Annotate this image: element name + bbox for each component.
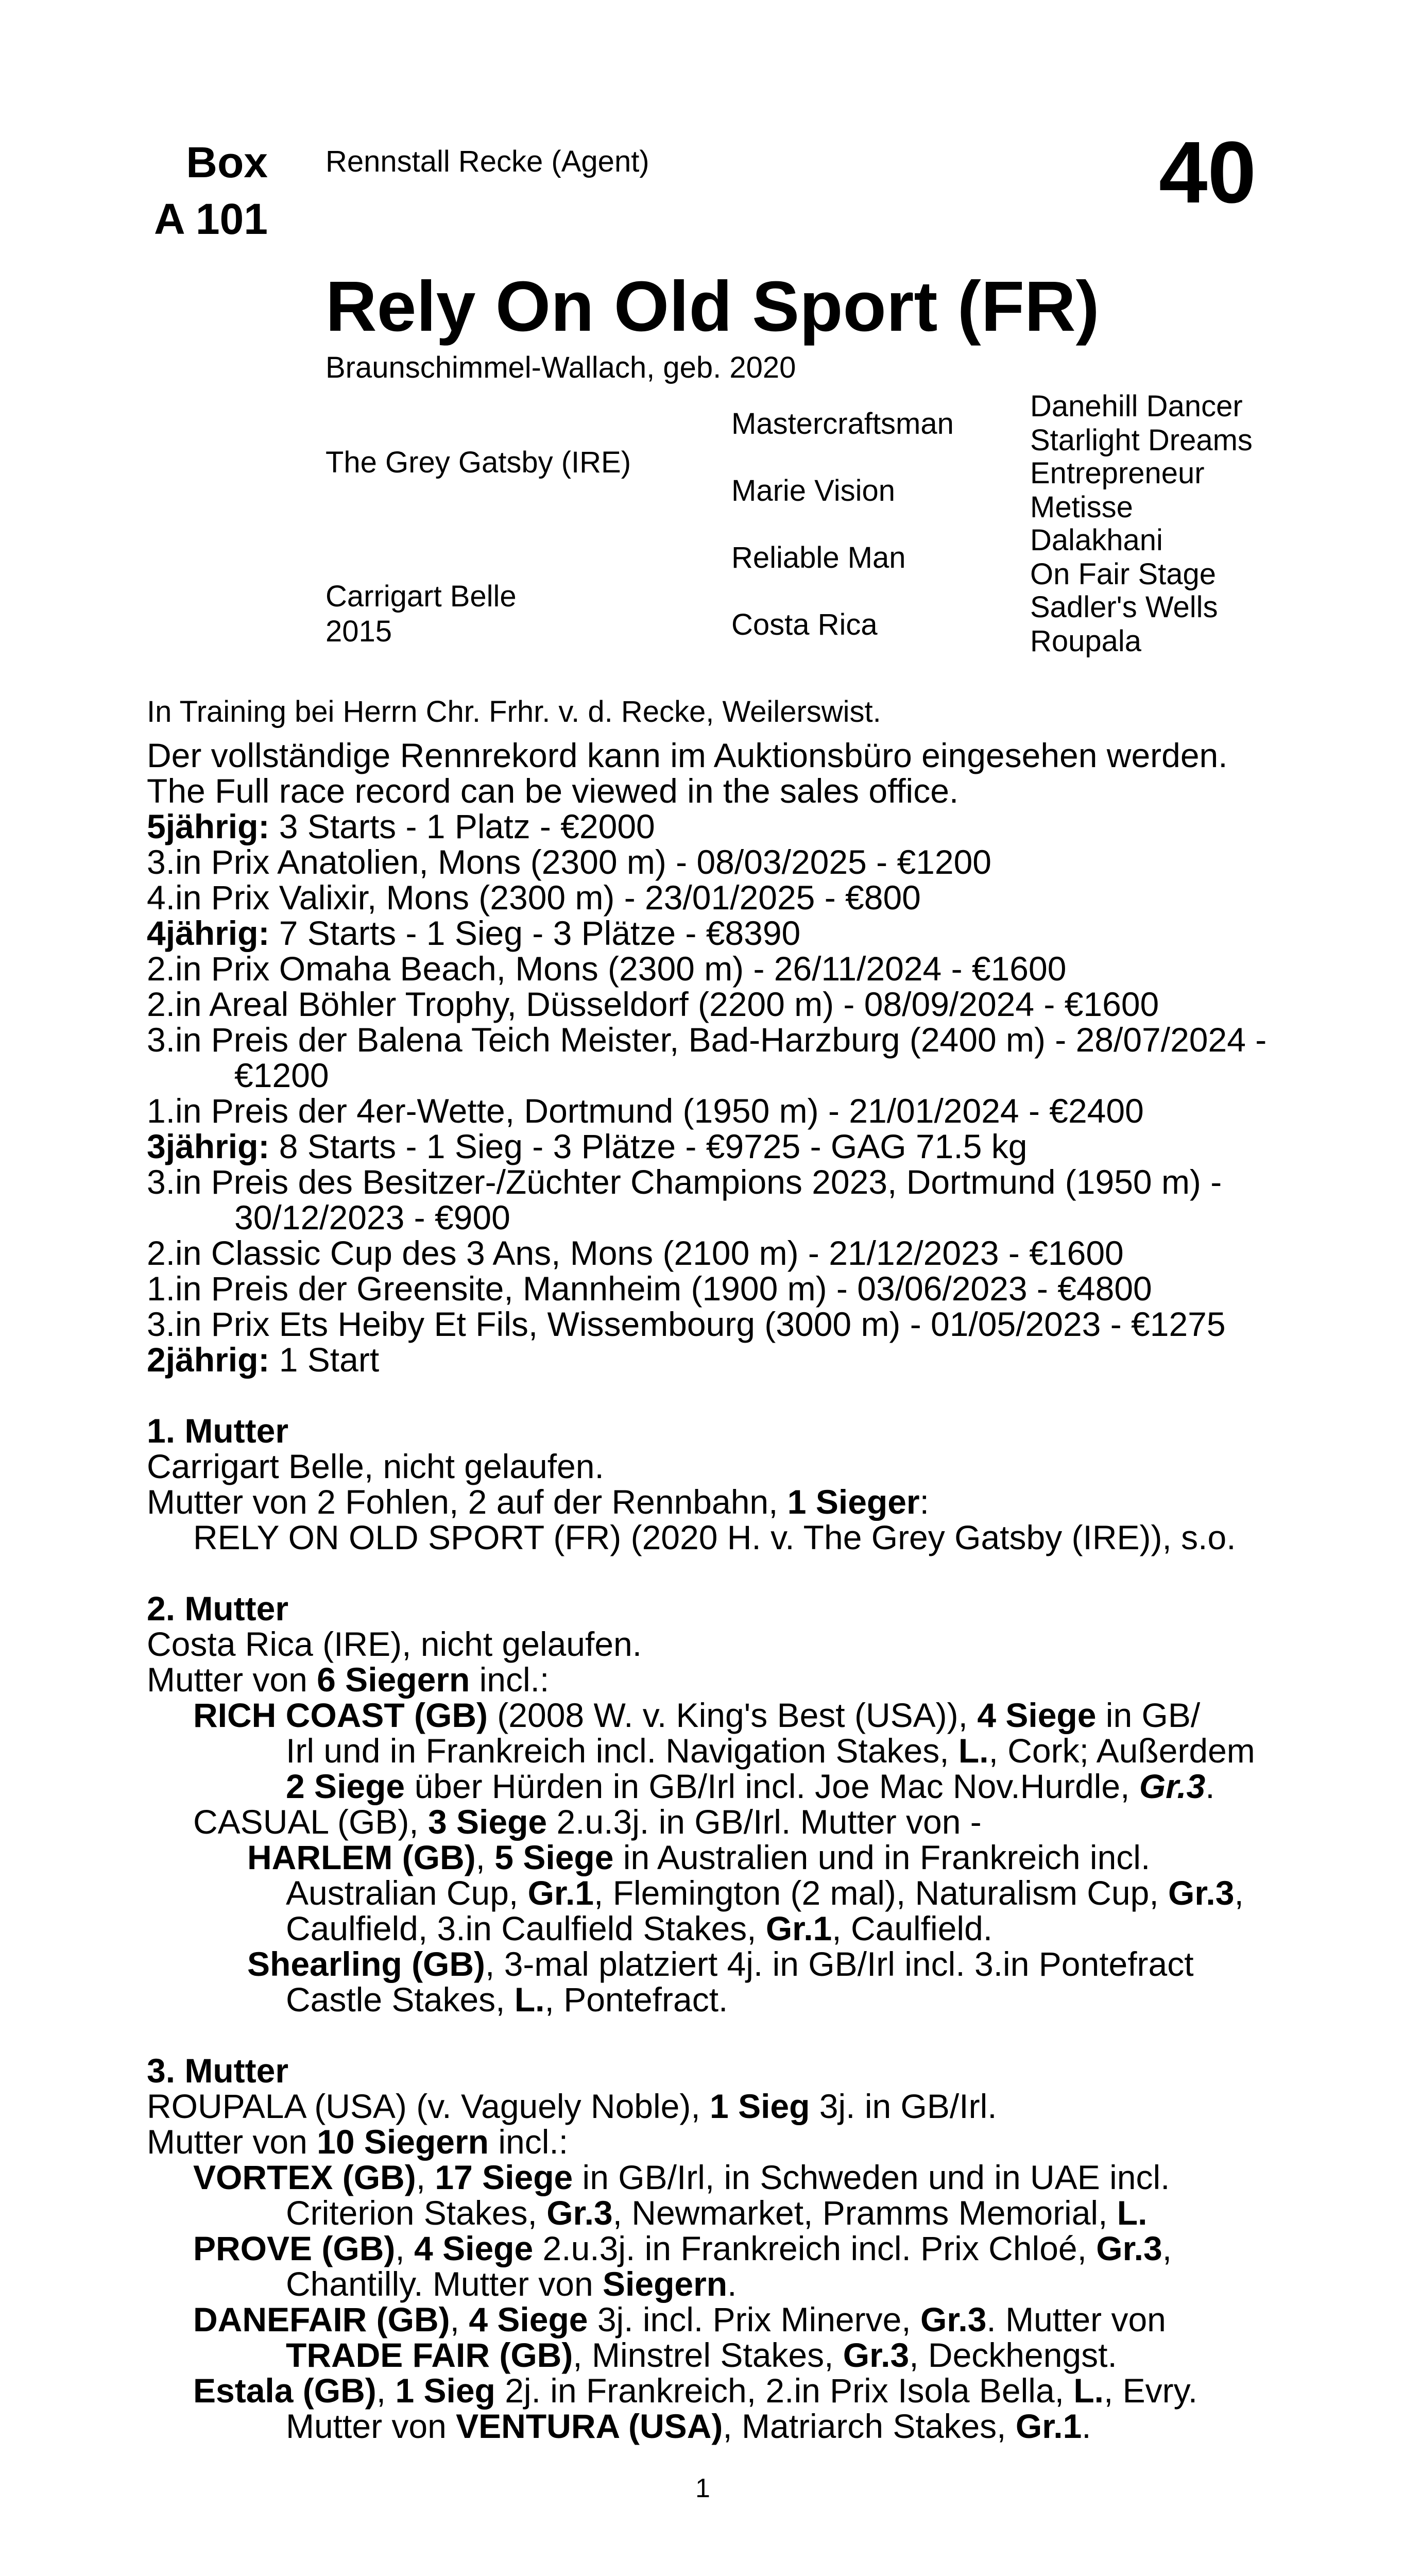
pedigree-gen3: Dalakhani [1030, 523, 1163, 557]
box-label: Box [186, 138, 268, 187]
dam3-heading: 3. Mutter [147, 2052, 289, 2090]
grand-offspring-entry: Shearling (GB), 3-mal platziert 4j. in GB/Irl incl. 3.in Pontefract [247, 1945, 1194, 1983]
race-line: 2.in Areal Böhler Trophy, Düsseldorf (2200 m) - 08/09/2024 - €1600 [147, 985, 1159, 1023]
offspring-entry: Estala (GB), 1 Sieg 2j. in Frankreich, 2.in Prix Isola Bella, L., Evry. [193, 2371, 1198, 2410]
race-line: 1.in Preis der Greensite, Mannheim (1900 m) - 03/06/2023 - €4800 [147, 1269, 1152, 1308]
pedigree-gen3: Metisse [1030, 490, 1133, 524]
offspring-entry-cont: Chantilly. Mutter von Siegern. [286, 2265, 737, 2303]
dam2-heading: 2. Mutter [147, 1589, 289, 1628]
grand-offspring-cont: Caulfield, 3.in Caulfield Stakes, Gr.1, Caulfield. [286, 1909, 993, 1947]
horse-description: Braunschimmel-Wallach, geb. 2020 [326, 351, 796, 384]
box-number: A 101 [153, 195, 268, 243]
race-line: 2.in Prix Omaha Beach, Mons (2300 m) - 26/11/2024 - €1600 [147, 950, 1067, 988]
dam2-line: Mutter von 6 Siegern incl.: [147, 1660, 550, 1699]
offspring-entry: CASUAL (GB), 3 Siege 2.u.3j. in GB/Irl. Mutter von - [193, 1803, 982, 1841]
record-note-de: Der vollständige Rennrekord kann im Auktionsbüro eingesehen werden. [147, 736, 1228, 774]
race-line: 3.in Preis des Besitzer-/Züchter Champions 2023, Dortmund (1950 m) - [147, 1163, 1222, 1201]
pedigree-gen3: Starlight Dreams [1030, 423, 1253, 457]
offspring-entry-cont: 2 Siege über Hürden in GB/Irl incl. Joe Mac Nov.Hurdle, Gr.3. [286, 1767, 1215, 1805]
horse-name: Rely On Old Sport (FR) [326, 267, 1100, 346]
pedigree-gen3: Sadler's Wells [1030, 590, 1218, 624]
offspring-entry-cont: Criterion Stakes, Gr.3, Newmarket, Pramms Memorial, L. [286, 2194, 1148, 2232]
page-number: 1 [695, 2473, 710, 2503]
pedigree-gen3: Entrepreneur [1030, 456, 1205, 490]
lot-number: 40 [1159, 124, 1257, 222]
offspring-entry: PROVE (GB), 4 Siege 2.u.3j. in Frankreich incl. Prix Chloé, Gr.3, [193, 2229, 1172, 2267]
grand-offspring-cont: Castle Stakes, L., Pontefract. [286, 1980, 728, 2019]
race-line: 3.in Prix Ets Heiby Et Fils, Wissembourg (3000 m) - 01/05/2023 - €1275 [147, 1305, 1226, 1343]
dam1-line: Carrigart Belle, nicht gelaufen. [147, 1447, 604, 1485]
offspring-entry-cont: Mutter von VENTURA (USA), Matriarch Stakes, Gr.1. [286, 2407, 1091, 2445]
race-line: 4.in Prix Valixir, Mons (2300 m) - 23/01/2025 - €800 [147, 878, 921, 917]
dam1-line: Mutter von 2 Fohlen, 2 auf der Rennbahn, 1 Sieger: [147, 1483, 929, 1521]
pedigree-gen2: Mastercraftsman [731, 407, 954, 440]
offspring-entry: RICH COAST (GB) (2008 W. v. King's Best (USA)), 4 Siege in GB/ [193, 1696, 1201, 1734]
training-info: In Training bei Herrn Chr. Frhr. v. d. Recke, Weilerswist. [147, 695, 881, 728]
race-line-cont: €1200 [234, 1056, 329, 1094]
pedigree-gen3: On Fair Stage [1030, 557, 1217, 591]
race-line: 2.in Classic Cup des 3 Ans, Mons (2100 m) - 21/12/2023 - €1600 [147, 1234, 1124, 1272]
race-line: 1.in Preis der 4er-Wette, Dortmund (1950 m) - 21/01/2024 - €2400 [147, 1092, 1144, 1130]
offspring-entry-cont: TRADE FAIR (GB), Minstrel Stakes, Gr.3, Deckhengst. [286, 2336, 1117, 2374]
race-record [147, 738, 1280, 2444]
year2-summary: 2jährig: 1 Start [147, 1341, 380, 1379]
dam1-offspring: RELY ON OLD SPORT (FR) (2020 H. v. The Grey Gatsby (IRE)), s.o. [193, 1518, 1236, 1556]
dam3-line: ROUPALA (USA) (v. Vaguely Noble), 1 Sieg 3j. in GB/Irl. [147, 2087, 997, 2125]
dam3-line: Mutter von 10 Siegern incl.: [147, 2123, 569, 2161]
race-line: 3.in Prix Anatolien, Mons (2300 m) - 08/03/2025 - €1200 [147, 843, 991, 881]
year3-summary: 3jährig: 8 Starts - 1 Sieg - 3 Plätze - €9725 - GAG 71.5 kg [147, 1127, 1028, 1165]
pedigree-gen2: Costa Rica [731, 608, 878, 641]
offspring-entry-cont: Irl und in Frankreich incl. Navigation Stakes, L., Cork; Außerdem [286, 1732, 1255, 1770]
pedigree-gen2: Marie Vision [731, 474, 896, 507]
pedigree-dam: Carrigart Belle [326, 580, 517, 613]
grand-offspring-cont: Australian Cup, Gr.1, Flemington (2 mal), Naturalism Cup, Gr.3, [286, 1874, 1244, 1912]
owner: Rennstall Recke (Agent) [326, 145, 649, 178]
year5-summary: 5jährig: 3 Starts - 1 Platz - €2000 [147, 807, 655, 845]
race-line-cont: 30/12/2023 - €900 [234, 1198, 510, 1236]
offspring-entry: DANEFAIR (GB), 4 Siege 3j. incl. Prix Minerve, Gr.3. Mutter von [193, 2300, 1166, 2338]
offspring-entry: VORTEX (GB), 17 Siege in GB/Irl, in Schweden und in UAE incl. [193, 2158, 1170, 2196]
pedigree-sire: The Grey Gatsby (IRE) [326, 446, 631, 479]
pedigree-dam-year: 2015 [326, 615, 392, 648]
pedigree-gen2: Reliable Man [731, 541, 906, 574]
pedigree-gen3: Roupala [1030, 624, 1142, 658]
year4-summary: 4jährig: 7 Starts - 1 Sieg - 3 Plätze - €8390 [147, 914, 801, 952]
pedigree-gen3: Danehill Dancer [1030, 389, 1243, 423]
grand-offspring-entry: HARLEM (GB), 5 Siege in Australien und in Frankreich incl. [247, 1838, 1151, 1876]
record-note-en: The Full race record can be viewed in the sales office. [147, 772, 959, 810]
dam1-heading: 1. Mutter [147, 1412, 289, 1450]
dam2-line: Costa Rica (IRE), nicht gelaufen. [147, 1625, 642, 1663]
race-line: 3.in Preis der Balena Teich Meister, Bad-Harzburg (2400 m) - 28/07/2024 - [147, 1021, 1267, 1059]
